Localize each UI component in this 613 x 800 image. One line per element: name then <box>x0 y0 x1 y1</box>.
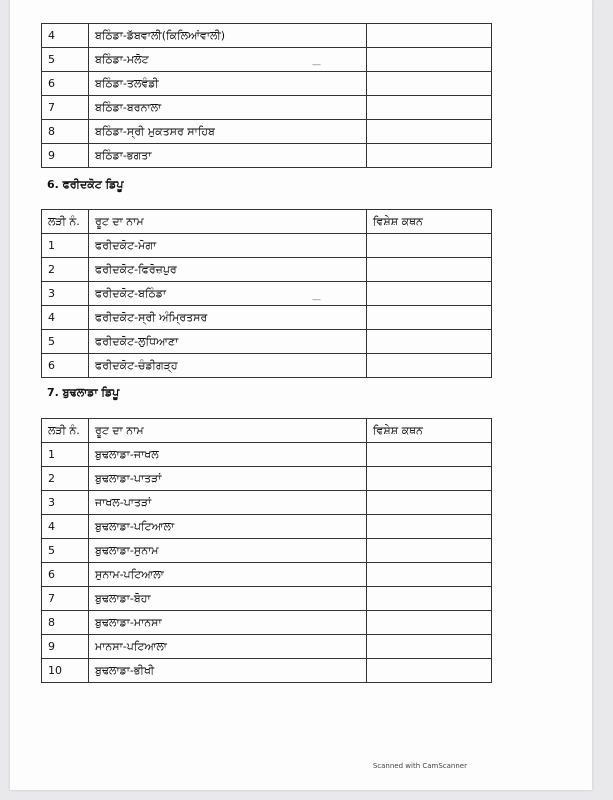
bathinda-route-table <box>41 23 492 168</box>
special-remark-cell <box>367 659 492 683</box>
depot-7-heading: 7. ਬੁਢਲਾਡਾ ਡਿਪੂ <box>47 386 120 399</box>
table-row <box>42 539 492 563</box>
scanner-watermark: Scanned with CamScanner <box>372 762 467 770</box>
faridkot-route-table <box>41 209 492 378</box>
table-row <box>42 491 492 515</box>
table-row <box>42 282 492 306</box>
table-row <box>42 48 492 72</box>
special-remark-cell <box>367 258 492 282</box>
bathinda-route-table-body <box>42 24 492 168</box>
route-name-cell: ਬੁਢਲਾਡਾ-ਭੀਖੀ <box>89 659 367 683</box>
table-row <box>42 234 492 258</box>
route-name-cell: ਬਠਿੰਡਾ-ਸ੍ਰੀ ਮੁਕਤਸਰ ਸਾਹਿਬ <box>89 120 367 144</box>
table-row <box>42 24 492 48</box>
table-row <box>42 258 492 282</box>
table-row <box>42 354 492 378</box>
table-row <box>42 144 492 168</box>
serial-number-cell: 1 <box>42 443 89 467</box>
special-remark-cell <box>367 24 492 48</box>
table-row <box>42 635 492 659</box>
serial-number-cell: 3 <box>42 491 89 515</box>
serial-number-cell: 8 <box>42 611 89 635</box>
special-remark-cell <box>367 443 492 467</box>
serial-number-cell: 8 <box>42 120 89 144</box>
special-remark-cell <box>367 563 492 587</box>
table-row <box>42 330 492 354</box>
table-row <box>42 563 492 587</box>
route-name-cell: ਫਰੀਦਕੋਟ-ਚੰਡੀਗੜ੍ਹ <box>89 354 367 378</box>
route-name-cell: ਬੁਢਲਾਡਾ-ਮਾਨਸਾ <box>89 611 367 635</box>
special-remark-cell <box>367 330 492 354</box>
table-row <box>42 96 492 120</box>
special-remark-header: ਵਿਸ਼ੇਸ਼ ਕਥਨ <box>367 210 492 234</box>
serial-number-header: ਲੜੀ ਨੰ. <box>42 210 89 234</box>
pen-mark: — <box>312 60 321 70</box>
serial-number-cell: 6 <box>42 354 89 378</box>
special-remark-cell <box>367 72 492 96</box>
route-name-cell: ਜਾਖਲ-ਪਾਤੜਾਂ <box>89 491 367 515</box>
table-row <box>42 467 492 491</box>
serial-number-cell: 9 <box>42 635 89 659</box>
serial-number-cell: 4 <box>42 306 89 330</box>
special-remark-cell <box>367 48 492 72</box>
table-row <box>42 515 492 539</box>
budhlada-route-table-body <box>42 443 492 683</box>
special-remark-cell <box>367 515 492 539</box>
table-row <box>42 587 492 611</box>
special-remark-cell <box>367 282 492 306</box>
table-header-row <box>42 210 492 234</box>
table-row <box>42 72 492 96</box>
special-remark-cell <box>367 467 492 491</box>
serial-number-cell: 2 <box>42 467 89 491</box>
table-header-row <box>42 419 492 443</box>
serial-number-cell: 2 <box>42 258 89 282</box>
route-name-header: ਰੂਟ ਦਾ ਨਾਮ <box>89 210 367 234</box>
route-name-cell: ਬਠਿੰਡਾ-ਡੱਬਵਾਲੀ(ਕਿਲਿਆਂਵਾਲੀ) <box>89 24 367 48</box>
special-remark-cell <box>367 539 492 563</box>
route-name-header: ਰੂਟ ਦਾ ਨਾਮ <box>89 419 367 443</box>
document-page <box>10 0 592 790</box>
route-name-cell: ਬਠਿੰਡਾ-ਤਲਵੰਡੀ <box>89 72 367 96</box>
special-remark-header: ਵਿਸ਼ੇਸ਼ ਕਥਨ <box>367 419 492 443</box>
serial-number-header: ਲੜੀ ਨੰ. <box>42 419 89 443</box>
special-remark-cell <box>367 144 492 168</box>
special-remark-cell <box>367 120 492 144</box>
route-name-cell: ਬੁਢਲਾਡਾ-ਬੋਹਾ <box>89 587 367 611</box>
table-row <box>42 120 492 144</box>
serial-number-cell: 4 <box>42 515 89 539</box>
serial-number-cell: 9 <box>42 144 89 168</box>
special-remark-cell <box>367 306 492 330</box>
route-name-cell: ਬੁਢਲਾਡਾ-ਪਾਤੜਾਂ <box>89 467 367 491</box>
route-name-cell: ਬਠਿੰਡਾ-ਬਰਨਾਲਾ <box>89 96 367 120</box>
route-name-cell: ਬੁਢਲਾਡਾ-ਜਾਖਲ <box>89 443 367 467</box>
route-name-cell: ਫਰੀਦਕੋਟ-ਲੁਧਿਆਣਾ <box>89 330 367 354</box>
special-remark-cell <box>367 96 492 120</box>
serial-number-cell: 3 <box>42 282 89 306</box>
special-remark-cell <box>367 587 492 611</box>
serial-number-cell: 1 <box>42 234 89 258</box>
special-remark-cell <box>367 491 492 515</box>
serial-number-cell: 7 <box>42 96 89 120</box>
route-name-cell: ਫਰੀਦਕੋਟ-ਫਿਰੋਜ਼ਪੁਰ <box>89 258 367 282</box>
table-row <box>42 443 492 467</box>
serial-number-cell: 6 <box>42 72 89 96</box>
serial-number-cell: 6 <box>42 563 89 587</box>
route-name-cell: ਫਰੀਦਕੋਟ-ਸ੍ਰੀ ਅੰਮ੍ਰਿਤਸਰ <box>89 306 367 330</box>
route-name-cell: ਫਰੀਦਕੋਟ-ਬਠਿੰਡਾ <box>89 282 367 306</box>
route-name-cell: ਮਾਨਸਾ-ਪਟਿਆਲਾ <box>89 635 367 659</box>
pen-mark: — <box>312 295 321 305</box>
route-name-cell: ਬੁਢਲਾਡਾ-ਪਟਿਆਲਾ <box>89 515 367 539</box>
serial-number-cell: 5 <box>42 48 89 72</box>
depot-6-heading: 6. ਫਰੀਦਕੋਟ ਡਿਪੂ <box>47 178 124 191</box>
table-row <box>42 611 492 635</box>
special-remark-cell <box>367 234 492 258</box>
special-remark-cell <box>367 354 492 378</box>
serial-number-cell: 7 <box>42 587 89 611</box>
route-name-cell: ਸੁਨਾਮ-ਪਟਿਆਲਾ <box>89 563 367 587</box>
table-row <box>42 659 492 683</box>
route-name-cell: ਫਰੀਦਕੋਟ-ਮੋਗਾ <box>89 234 367 258</box>
faridkot-route-table-body <box>42 234 492 378</box>
special-remark-cell <box>367 635 492 659</box>
route-name-cell: ਬਠਿੰਡਾ-ਭਗਤਾ <box>89 144 367 168</box>
special-remark-cell <box>367 611 492 635</box>
table-row <box>42 306 492 330</box>
serial-number-cell: 5 <box>42 330 89 354</box>
route-name-cell: ਬਠਿੰਡਾ-ਮਲੋਟ <box>89 48 367 72</box>
serial-number-cell: 5 <box>42 539 89 563</box>
serial-number-cell: 10 <box>42 659 89 683</box>
route-name-cell: ਬੁਢਲਾਡਾ-ਸੁਨਾਮ <box>89 539 367 563</box>
serial-number-cell: 4 <box>42 24 89 48</box>
budhlada-route-table <box>41 418 492 683</box>
